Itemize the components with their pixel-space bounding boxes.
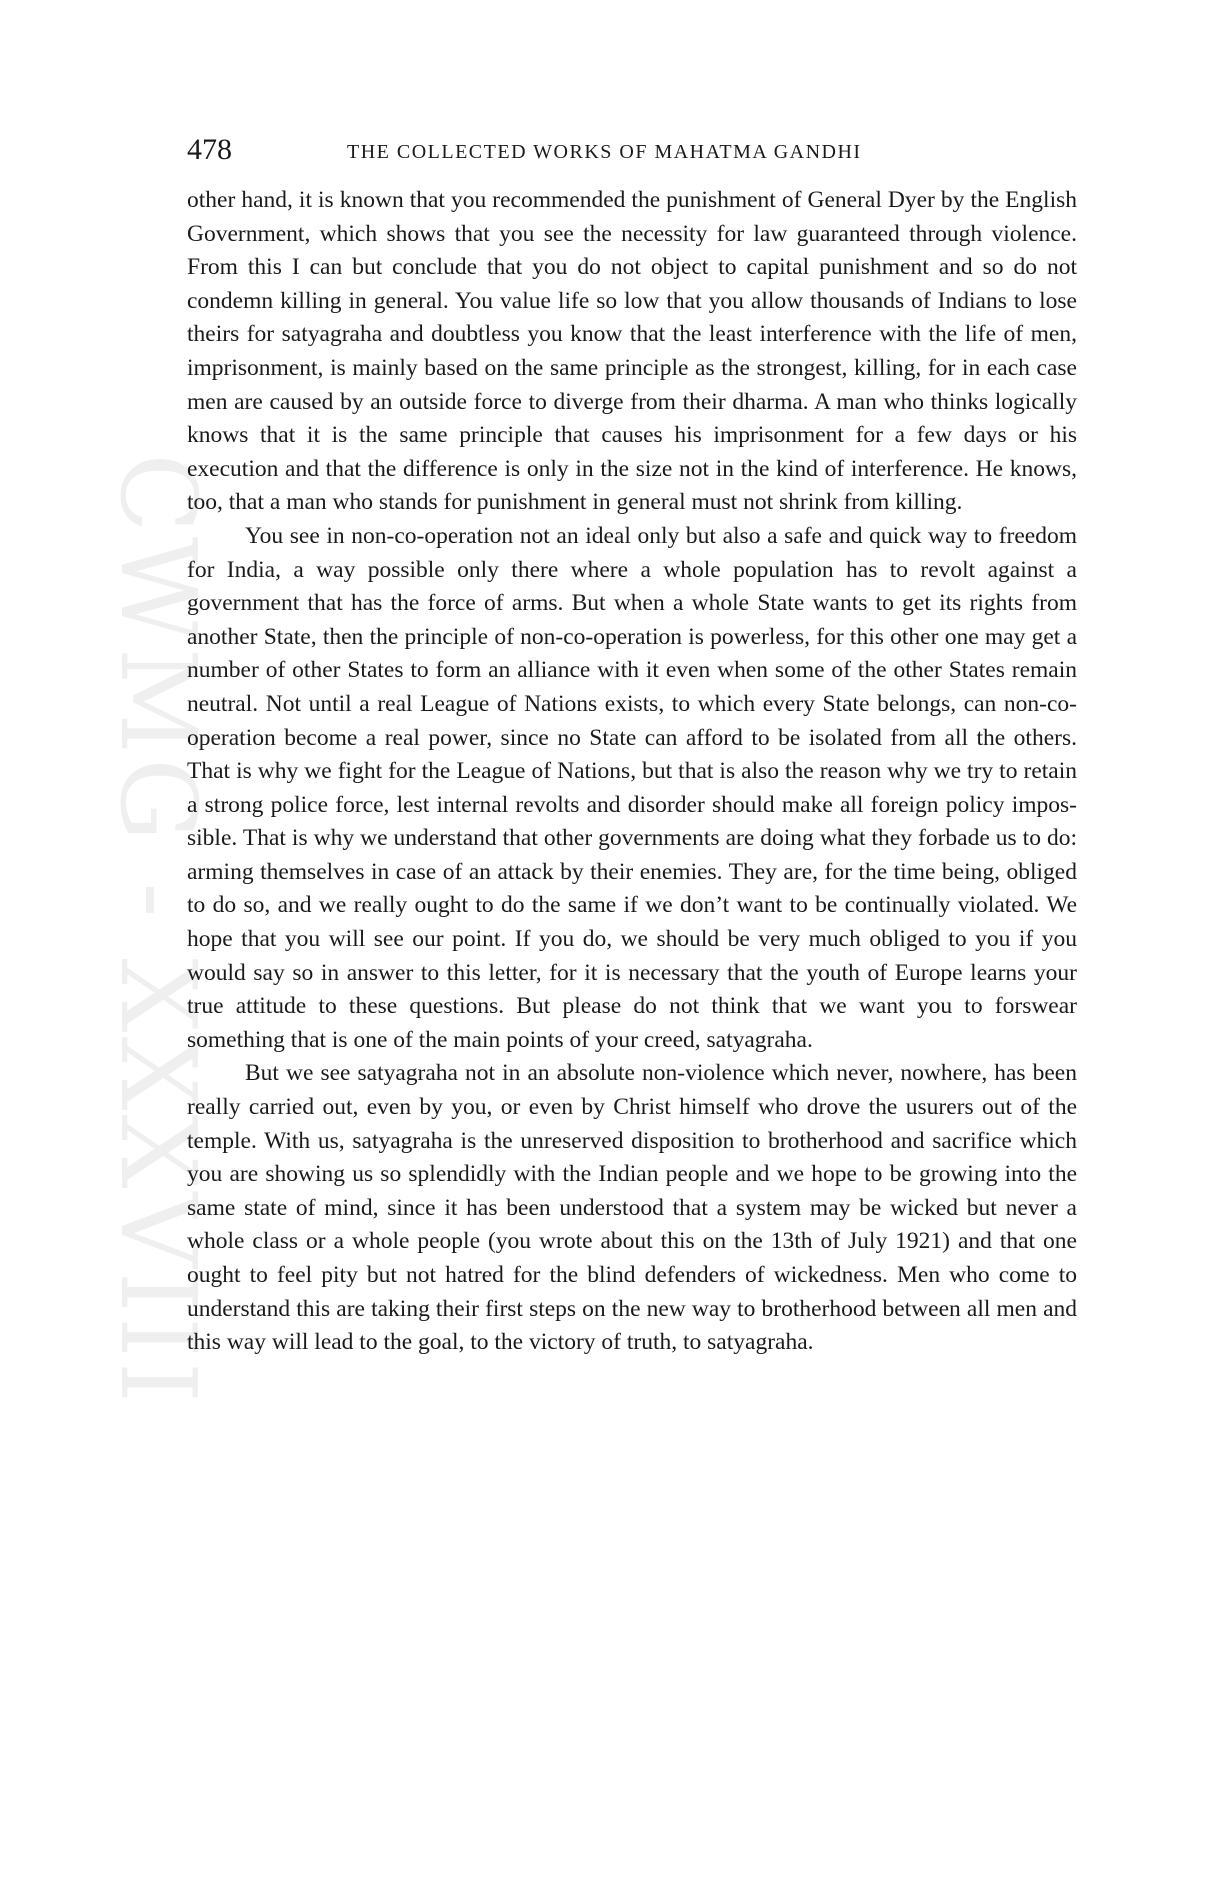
page-header bbox=[187, 130, 1077, 170]
paragraph: But we see satyagraha not in an absolute non-violence which never, nowhere, has been really carried out, even by you, or even by Christ himself who drove the usurers out of the temple. With us, satyagraha is the unreserved disposition to brotherhood and sacrifice which you are showing us so splendidly with the Indian people and we hope to be growing into the same state of mind, since it has been understood that a system may be wicked but never a whole class or a whole people (you wrote about this on the 13th of July 1921) and that one ought to feel pity but not hatred for the blind defenders of wickedness. Men who come to understand this are taking their first steps on the new way to brotherhood between all men and this way will lead to the goal, to the victory of truth, to satyagraha. bbox=[187, 1060, 1077, 1356]
watermark-text: CWMG - XXXVIII bbox=[97, 453, 220, 1407]
body-text bbox=[187, 184, 1077, 1360]
watermark bbox=[97, 360, 220, 1500]
page-number: 478 bbox=[187, 133, 232, 166]
paragraph-continued: other hand, it is known that you recommended the punishment of General Dyer by the English Government, which shows that you see the necessity for law guaranteed through violence. From this I can but conclude that you do not object to capital punishment and so do not condemn killing in general. You value life so low that you allow thousands of Indians to lose theirs for satyagraha and doubtless you know that the least interference with the life of men, imprisonment, is mainly based on the same principle as the strongest, killing, for in each case men are caused by an outside force to diverge from their dharma. A man who thinks logically knows that it is the same principle that causes his imprisonment for a few days or his execution and that the difference is only in the size not in the kind of interference. He knows, too, that a man who stands for punishment in general must not shrink from killing. bbox=[187, 187, 1077, 516]
running-head: THE COLLECTED WORKS OF MAHATMA GANDHI bbox=[347, 141, 862, 163]
paragraph: You see in non-co-operation not an ideal only but also a safe and quick way to freedom for India, a way possible only there where a whole population has to revolt against a government that has the force of arms. But when a whole State wants to get its rights from another State, then the principle of non-co-operation is powerless, for this other one may get a number of other States to form an alliance with it even when some of the other States remain neutral. Not until a real League of Nations exists, to which every State belongs, can non-co-operation become a real power, since no State can afford to be isolated from all the others. That is why we fight for the League of Nations, but that is also the reason why we try to retain a strong police force, lest internal revolts and disorder should make all foreign policy impossible. That is why we understand that other governments are doing what they forbade us to do: arming themselves in case of an attack by their enemies. They are, for the time being, obliged to do so, and we really ought to do the same if we don’t want to be continually violated. We hope that you will see our point. If you do, we should be very much obliged to you if you would say so in answer to this letter, for it is necessary that the youth of Europe learns your true attitude to these questions. But please do not think that we want you to forswear something that is one of the main points of your creed, satyagraha. bbox=[187, 522, 1077, 1053]
